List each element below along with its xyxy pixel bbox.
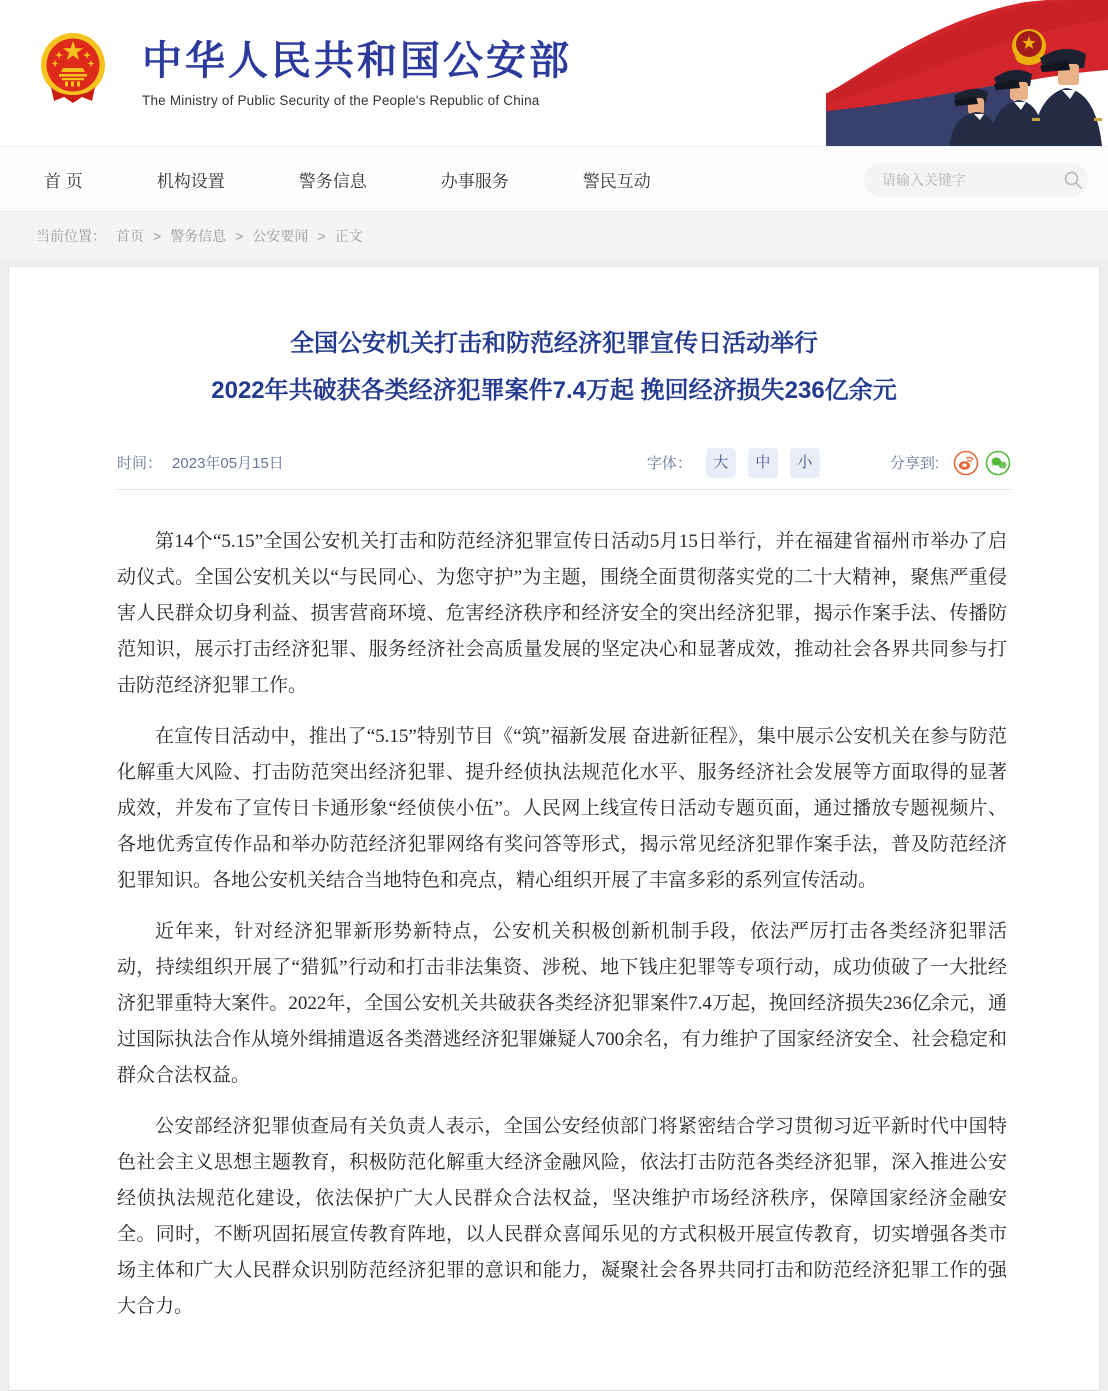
police-banner-image <box>826 0 1108 146</box>
breadcrumb-separator: > <box>153 228 162 244</box>
time-value: 2023年05月15日 <box>172 455 284 472</box>
article-paragraph: 在宣传日活动中，推出了“5.15”特别节目《“筑”福新发展 奋进新征程》，集中展示公安机关在参与防范化解重大风险、打击防范突出经济犯罪、提升经侦执法规范化水平、服务经济社会发展等方面取得的显著成效，并发布了宣传日卡通形象“经侦侠小伍”。人民网上线宣传日活动专题页面，通过播放专题视频片、各地优秀宣传作品和举办防范经济犯罪网络有奖问答等形式，揭示常见经济犯罪作案手法，普及防范经济犯罪知识。各地公安机关结合当地特色和亮点，精心组织开展了丰富多彩的系列宣传活动。 <box>117 726 1007 891</box>
breadcrumb-highlights[interactable]: 公安要闻 <box>252 228 309 244</box>
main-nav <box>0 146 1108 212</box>
nav-item-interaction[interactable]: 警民互动 <box>582 171 651 191</box>
time-label: 时间： <box>117 455 163 472</box>
article-title-line1: 全国公安机关打击和防范经济犯罪宣传日活动举行 <box>290 330 818 357</box>
article-card <box>8 266 1100 1391</box>
site-title: 中华人民共和国公安部 <box>142 38 572 83</box>
nav-item-services[interactable]: 办事服务 <box>440 171 509 191</box>
weibo-share-icon[interactable] <box>953 450 979 476</box>
site-header <box>0 0 1108 146</box>
nav-item-police-info[interactable]: 警务信息 <box>298 171 367 191</box>
article-paragraph: 第14个“5.15”全国公安机关打击和防范经济犯罪宣传日活动5月15日举行，并在福建省福州市举办了启动仪式。全国公安机关以“与民同心、为您守护”为主题，围绕全面贯彻落实党的二十大精神，聚焦严重侵害人民群众切身利益、损害营商环境、危害经济秩序和经济安全的突出经济犯罪，揭示作案手法、传播防范知识，展示打击经济犯罪、服务经济社会高质量发展的坚定决心和显著成效，推动社会各界共同参与打击防范经济犯罪工作。 <box>117 531 1007 696</box>
national-emblem-icon <box>34 29 112 112</box>
breadcrumb-current: 正文 <box>334 228 363 244</box>
breadcrumb-police-info[interactable]: 警务信息 <box>170 228 227 244</box>
article-paragraph: 近年来，针对经济犯罪新形势新特点，公安机关积极创新机制手段，依法严厉打击各类经济犯罪活动，持续组织开展了“猎狐”行动和打击非法集资、涉税、地下钱庄犯罪等专项行动，成功侦破了一大批经济犯罪重特大案件。2022年，全国公安机关共破获各类经济犯罪案件7.4万起，挽回经济损失236亿余元，通过国际执法合作从境外缉捕遣返各类潜逃经济犯罪嫌疑人700余名，有力维护了国家经济安全、社会稳定和群众合法权益。 <box>117 921 1007 1086</box>
article-paragraph: 公安部经济犯罪侦查局有关负责人表示，全国公安经侦部门将紧密结合学习贯彻习近平新时代中国特色社会主义思想主题教育，积极防范化解重大经济金融风险，依法打击防范各类经济犯罪，深入推进公安经侦执法规范化建设，依法保护广大人民群众合法权益，坚决维护市场经济秩序，保障国家经济金融安全。同时，不断巩固拓展宣传教育阵地，以人民群众喜闻乐见的方式积极开展宣传教育，切实增强各类市场主体和广大人民群众识别防范经济犯罪的意识和能力，凝聚社会各界共同打击和防范经济犯罪工作的强大合力。 <box>117 1116 1007 1317</box>
font-size-label: 字体： <box>646 455 692 472</box>
breadcrumb-separator: > <box>317 228 326 244</box>
article-meta-bar <box>117 442 1011 490</box>
wechat-share-icon[interactable] <box>985 450 1011 476</box>
article-title-line2: 2022年共破获各类经济犯罪案件7.4万起 挽回经济损失236亿余元 <box>211 377 897 404</box>
article-title <box>9 267 1099 406</box>
article-body <box>9 490 1099 1360</box>
breadcrumb-home[interactable]: 首页 <box>116 228 144 244</box>
share-label: 分享到: <box>889 455 939 472</box>
publish-time <box>117 452 284 473</box>
search-icon[interactable] <box>1063 170 1083 190</box>
breadcrumb-separator: > <box>235 228 244 244</box>
nav-item-organization[interactable]: 机构设置 <box>156 171 225 191</box>
search-box <box>864 163 1088 197</box>
breadcrumb <box>0 212 1108 260</box>
nav-item-home[interactable]: 首 页 <box>44 171 83 191</box>
font-size-large-button[interactable]: 大 <box>706 448 736 478</box>
search-input[interactable] <box>882 172 1063 188</box>
breadcrumb-label: 当前位置： <box>36 228 106 244</box>
font-size-small-button[interactable]: 小 <box>790 448 820 478</box>
font-size-medium-button[interactable]: 中 <box>748 448 778 478</box>
site-subtitle-en: The Ministry of Public Security of the People's Republic of China <box>142 92 540 108</box>
